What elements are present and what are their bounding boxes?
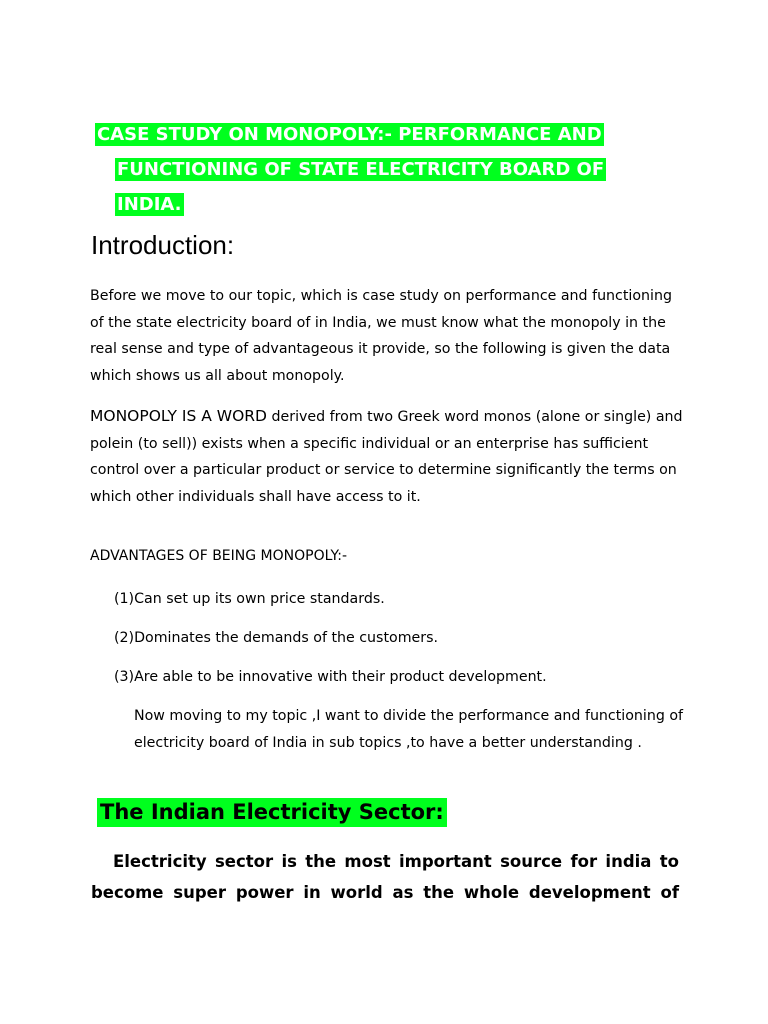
title-line-2: FUNCTIONING OF STATE ELECTRICITY BOARD OF <box>117 159 605 180</box>
intro-paragraph: Before we move to our topic, which is case study on performance and functioning of the state electricity board of in India, we must know what the monopoly in the real sense and type of advantageous it provide, so the following is given the data which shows us all about monopoly. <box>90 288 672 384</box>
title-line-3: INDIA. <box>117 194 182 215</box>
list-item: (1)Can set up its own price standards. <box>114 591 385 607</box>
list-item: (3)Are able to be innovative with their product development. <box>114 669 547 685</box>
document-title <box>95 117 675 222</box>
section-paragraph <box>91 846 679 908</box>
introduction-heading: Introduction: <box>91 230 235 260</box>
section-heading: The Indian Electricity Sector: <box>97 798 447 827</box>
monopoly-definition <box>90 403 690 510</box>
moving-paragraph: Now moving to my topic ,I want to divide the performance and functioning of electricity board of India in sub topics ,to have a better understanding . <box>134 708 684 751</box>
advantages-heading: ADVANTAGES OF BEING MONOPOLY:- <box>90 548 347 564</box>
definition-lead: MONOPOLY IS A WORD <box>90 407 267 425</box>
definition-text: derived from two Greek word monos (alone or single) and polein (to sell)) exists when a specific individual or an enterprise has sufficient control over a particular product or service to determine significantly the terms on which other individuals shall have access to it. <box>90 409 683 505</box>
advantages-list <box>114 586 547 703</box>
title-line-1: CASE STUDY ON MONOPOLY:- PERFORMANCE AND <box>97 124 602 145</box>
section-paragraph-text: Electricity sector is the most important source for india to become super power in world as the whole development of <box>91 852 679 902</box>
list-item: (2)Dominates the demands of the customers. <box>114 630 438 646</box>
